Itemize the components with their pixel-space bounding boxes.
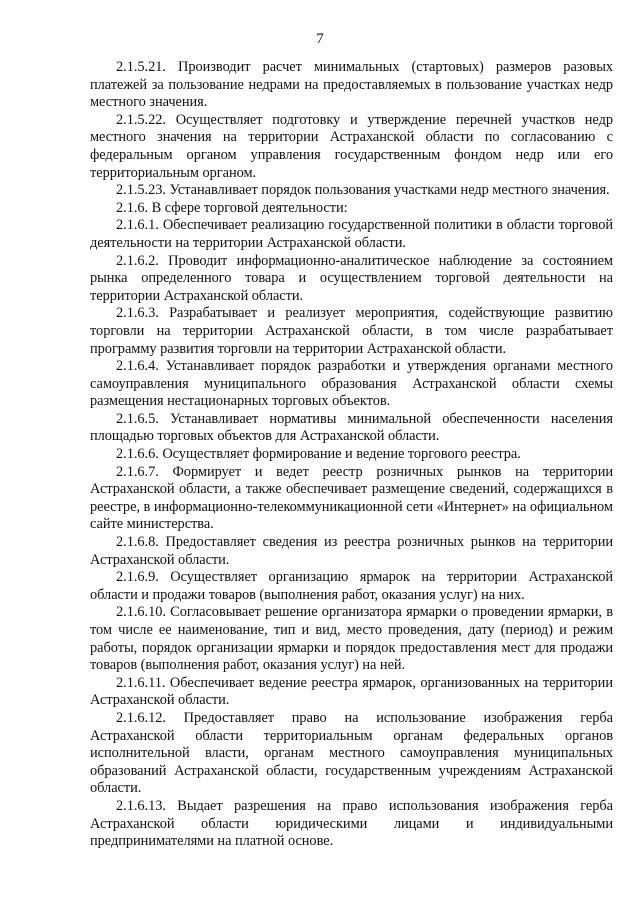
paragraph-2-1-6-9: 2.1.6.9. Осуществляет организацию ярмарок на территории Астраханской области и продажи товаров (выполнения работ, оказания услуг) на них. <box>90 569 613 603</box>
page-number: 7 <box>316 31 324 47</box>
paragraph-2-1-6-6: 2.1.6.6. Осуществляет формирование и ведение торгового реестра. <box>116 446 521 463</box>
paragraph-2-1-6-8: 2.1.6.8. Предоставляет сведения из реестра розничных рынков на территории Астраханской области. <box>90 534 613 568</box>
paragraph-2-1-6-2: 2.1.6.2. Проводит информационно-аналитическое наблюдение за состоянием рынка определенного товара и осуществлением торговой деятельности на территории Астраханской области. <box>90 252 613 304</box>
paragraph-2-1-6-11: 2.1.6.11. Обеспечивает ведение реестра ярмарок, организованных на территории Астраханской области. <box>90 674 613 709</box>
paragraph-2-1-6-13: 2.1.6.13. Выдает разрешения на право использования изображения герба Астраханской области юридическими лицами и индивидуальными предпринимателями на платной основе. <box>90 797 613 850</box>
paragraph-2-1-6-5: 2.1.6.5. Устанавливает нормативы минимальной обеспеченности населения площадью торговых объектов для Астраханской области. <box>90 410 613 445</box>
paragraph-2-1-5-23: 2.1.5.23. Устанавливает порядок пользования участками недр местного значения. <box>116 182 610 199</box>
paragraph-2-1-5-21: 2.1.5.21. Производит расчет минимальных (стартовых) размеров разовых платежей за пользование недрами на предоставляемых в пользование участках недр местного значения. <box>90 59 613 111</box>
paragraph-2-1-6-1: 2.1.6.1. Обеспечивает реализацию государственной политики в области торговой деятельности на территории Астраханской области. <box>90 217 613 251</box>
paragraph-2-1-6-3: 2.1.6.3. Разрабатывает и реализует мероприятия, содействующие развитию торговли на территории Астраханской области, в том числе разрабатывает программу развития торговли на территории Астраханской области. <box>90 305 613 357</box>
document-body <box>90 59 613 851</box>
paragraph-2-1-6-10: 2.1.6.10. Согласовывает решение организатора ярмарки о проведении ярмарки, в том числе ее наименование, тип и вид, место проведения, дату (период) и режим работы, порядок организации ярмарки и порядок предоставления мест для продажи товаров (выполнения работ, оказания услуг) на ней. <box>90 604 613 674</box>
paragraph-2-1-6-4: 2.1.6.4. Устанавливает порядок разработки и утверждения органами местного самоуправления муниципального образования Астраханской области схемы размещения нестационарных торговых объектов. <box>90 358 613 410</box>
paragraph-2-1-6-7: 2.1.6.7. Формирует и ведет реестр розничных рынков на территории Астраханской области, а также обеспечивает размещение сведений, содержащихся в реестре, в информационно-телекоммуникационной сети «Интернет» на официальном сайте министерства. <box>90 463 613 533</box>
section-heading-2-1-6: 2.1.6. В сфере торговой деятельности: <box>116 199 348 216</box>
paragraph-2-1-6-12: 2.1.6.12. Предоставляет право на использование изображения герба Астраханской области территориальным органам федеральных органов исполнительной власти, органам местного самоуправления муниципальных образований Астраханской области, государственным учреждениям Астраханской области. <box>90 709 613 797</box>
paragraph-2-1-5-22: 2.1.5.22. Осуществляет подготовку и утверждение перечней участков недр местного значения на территории Астраханской области по согласованию с федеральным органом управления государственным фондом недр или его территориальным органом. <box>90 111 613 181</box>
